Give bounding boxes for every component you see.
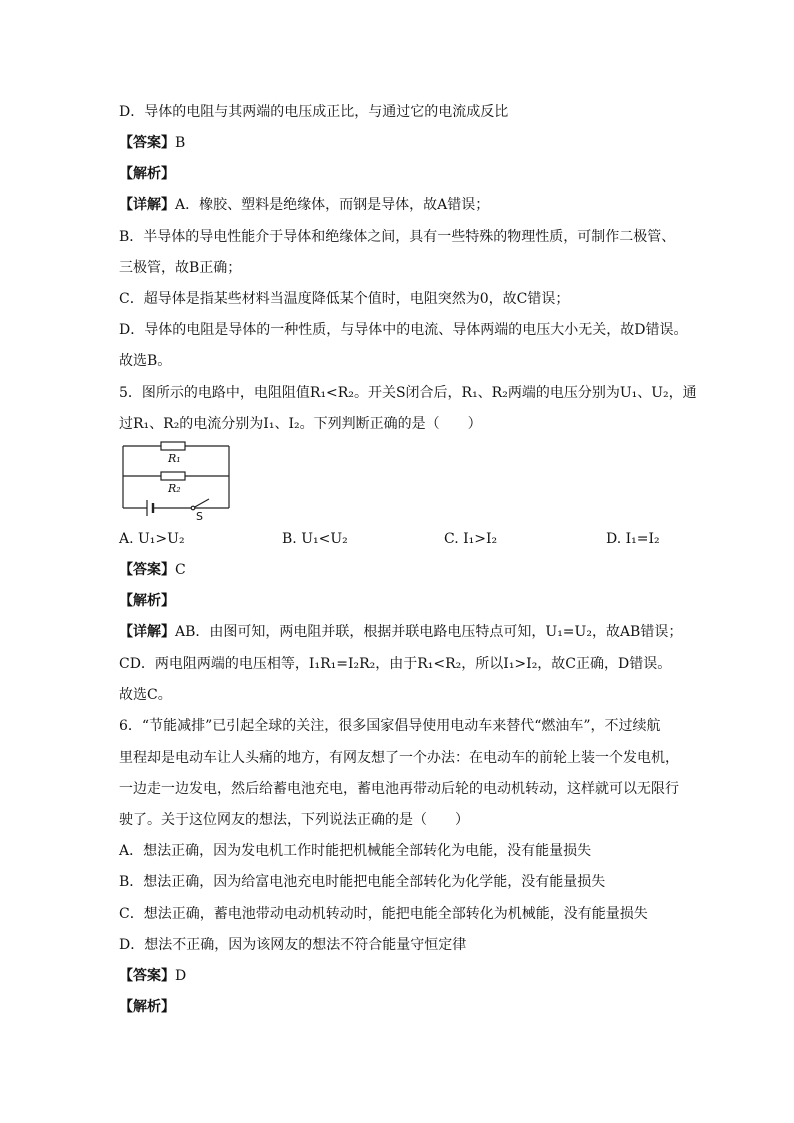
q5-option-b: B. U₁<U₂ [282, 531, 348, 547]
battery-symbol [147, 500, 153, 516]
detail-label: 【详解】 [119, 624, 175, 640]
circuit-diagram [117, 440, 237, 522]
q4-option-d: D．导体的电阻与其两端的电压成正比，与通过它的电流成反比 [119, 104, 509, 120]
q5-answer [119, 560, 186, 580]
q6-option-b: B．想法正确，因为给富电池充电时能把电能全部转化为化学能，没有能量损失 [119, 874, 606, 890]
answer-value: B [175, 135, 186, 151]
detail-text: AB．由图可知，两电阻并联，根据并联电路电压特点可知，U₁=U₂，故AB错误； [175, 624, 683, 640]
q5-option-a: A. U₁>U₂ [119, 531, 185, 547]
resistor-r2 [161, 472, 185, 480]
switch-label: S [196, 510, 203, 522]
answer-label: 【答案】 [119, 968, 175, 984]
q6-stem-line4: 驶了。关于这位网友的想法，下列说法正确的是（ ） [119, 812, 469, 828]
q6-stem-line1: 6．“节能减排”已引起全球的关注，很多国家倡导使用电动车来替代“燃油车”，不过续航 [119, 718, 661, 734]
q4-answer [119, 133, 185, 153]
q6-option-c: C．想法正确，蓄电池带动电动机转动时，能把电能全部转化为机械能，没有能量损失 [119, 906, 648, 922]
q5-detail-ab [119, 622, 682, 642]
detail-label: 【详解】 [119, 197, 175, 213]
answer-label: 【答案】 [119, 135, 175, 151]
q5-analysis-label: 【解析】 [119, 593, 175, 609]
q4-detail-a [119, 195, 489, 215]
q6-option-d: D．想法不正确，因为该网友的想法不符合能量守恒定律 [119, 937, 467, 953]
q6-stem-line2: 里程却是电动车让人头痛的地方，有网友想了一个办法：在电动车的前轮上装一个发电机， [119, 750, 679, 766]
r1-label: R₁ [168, 452, 181, 465]
q5-stem-line1: 5．图所示的电路中，电阻阻值R₁<R₂。开关S闭合后，R₁、R₂两端的电压分别为U₁、U₂，通 [119, 385, 697, 401]
q6-answer [119, 966, 186, 986]
q4-analysis-label: 【解析】 [119, 166, 175, 182]
q5-option-d: D. I₁=I₂ [606, 531, 660, 547]
q5-option-c: C. I₁>I₂ [444, 531, 498, 547]
q4-conclusion: 故选B。 [119, 353, 172, 369]
q6-option-a: A．想法正确，因为发电机工作时能把机械能全部转化为电能，没有能量损失 [119, 843, 592, 859]
q4-detail-c: C．超导体是指某些材料当温度降低某个值时，电阻突然为0，故C错误； [119, 291, 570, 307]
q5-stem-line2: 过R₁、R₂的电流分别为I₁、I₂。下列判断正确的是（ ） [119, 416, 482, 432]
q6-stem-line3: 一边走一边发电，然后给蓄电池充电，蓄电池再带动后轮的电动机转动，这样就可以无限行 [119, 781, 679, 797]
answer-value: D [175, 968, 187, 984]
answer-value: C [175, 562, 186, 578]
q5-detail-cd: CD．两电阻两端的电压相等，I₁R₁=I₂R₂，由于R₁<R₂，所以I₁>I₂，故C正确，D错误。 [119, 656, 672, 672]
q4-detail-d: D．导体的电阻是导体的一种性质，与导体中的电流、导体两端的电压大小无关，故D错误。 [119, 322, 688, 338]
detail-text: A．橡胶、塑料是绝缘体，而钢是导体，故A错误； [175, 197, 490, 213]
q5-conclusion: 故选C。 [119, 687, 172, 703]
answer-label: 【答案】 [119, 562, 175, 578]
q6-analysis-label: 【解析】 [119, 999, 175, 1015]
r2-label: R₂ [168, 482, 181, 495]
q4-detail-b1: B．半导体的导电性能介于导体和绝缘体之间，具有一些特殊的物理性质，可制作二极管、 [119, 229, 676, 245]
resistor-r1 [161, 442, 185, 450]
q4-detail-b2: 三极管，故B正确； [119, 260, 242, 276]
